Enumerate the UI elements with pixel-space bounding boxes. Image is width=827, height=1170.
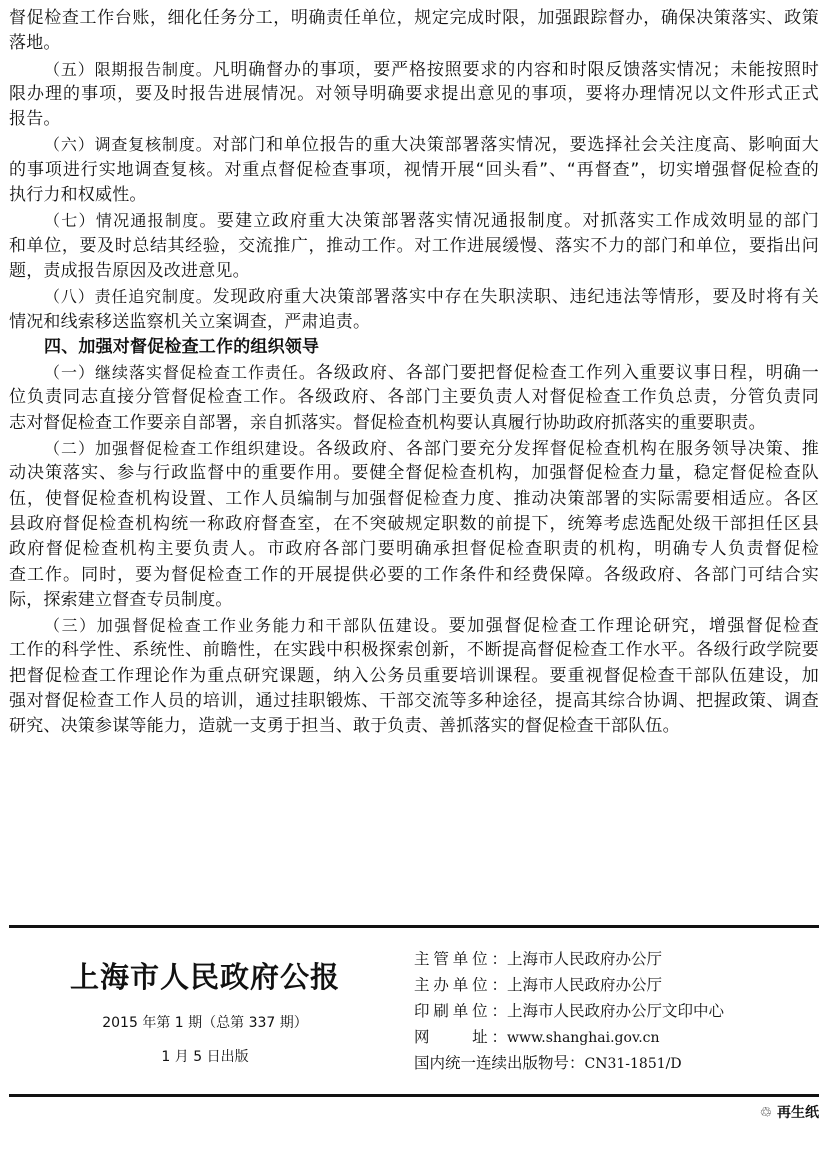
text-line xyxy=(9,638,819,663)
line-text: 限办理的事项，要及时报告进展情况。对领导明确要求提出意见的事项，要将办理情况以文件形式正式 xyxy=(9,83,819,104)
line-text: 四、加强对督促检查工作的组织领导 xyxy=(44,336,320,357)
info-row-sponsor xyxy=(414,972,724,998)
text-line xyxy=(9,588,819,613)
text-line xyxy=(9,259,819,284)
text-line xyxy=(9,714,819,739)
line-text: 要建立政府重大决策部署落实情况通报制度。对抓落实工作成效明显的部门 xyxy=(216,211,819,232)
paragraph xyxy=(9,208,819,284)
masthead xyxy=(60,955,350,1066)
info-value: CN31-1851/D xyxy=(584,1056,682,1072)
text-line xyxy=(9,385,819,410)
text-line xyxy=(9,107,819,132)
text-line xyxy=(9,57,819,82)
text-line xyxy=(9,360,819,385)
paragraph xyxy=(9,613,819,739)
text-line xyxy=(9,183,819,208)
publication-title: 上海市人民政府公报 xyxy=(69,960,340,994)
text-line xyxy=(9,234,819,259)
text-line xyxy=(9,563,819,588)
line-text: 工作的科学性、系统性、前瞻性，在实践中积极探索创新，不断提高督促检查工作水平。各级行政学院要 xyxy=(9,640,819,661)
line-text: 政府督促检查机构主要负责人。市政府各部门要明确承担督促检查职责的机构，明确专人负责督促检 xyxy=(9,539,819,560)
text-line xyxy=(9,31,819,56)
line-text: 情况和线索移送监察机关立案调查，严肃追责。 xyxy=(9,311,371,332)
line-text: 际，探索建立督查专员制度。 xyxy=(9,589,233,610)
text-line xyxy=(9,487,819,512)
line-text: 伍，使督促检查机构设置、工作人员编制与加强督促检查力度、推动决策部署的实际需要相适应。各区 xyxy=(9,488,819,509)
line-text: 查工作。同时，要为督促检查工作的开展提供必要的工作条件和经费保障。各级政府、各部门可结合实 xyxy=(9,564,819,585)
line-text: 报告。 xyxy=(9,109,61,130)
line-text: 强对督促检查工作人员的培训，通过挂职锻炼、干部交流等多种途径，提高其综合协调、把握政策、调查 xyxy=(9,691,819,712)
line-text: 研究、决策参谋等能力，造就一支勇于担当、敢于负责、善抓落实的督促检查干部队伍。 xyxy=(9,716,680,737)
text-line xyxy=(9,310,819,335)
line-text: 志对督促检查工作要亲自部署，亲自抓落实。督促检查机构要认真履行协助政府抓落实的重要职责。 xyxy=(9,412,766,433)
paragraph xyxy=(9,284,819,335)
text-line xyxy=(9,411,819,436)
line-text: 对部门和单位报告的重大决策部署落实情况，要选择社会关注度高、影响面大 xyxy=(212,135,819,156)
publication-info xyxy=(414,946,724,1076)
info-value: 上海市人民政府办公厅文印中心 xyxy=(507,1002,725,1020)
paragraph-lead: （八）责任追究制度。 xyxy=(44,287,213,307)
paragraph-lead: （五）限期报告制度。 xyxy=(44,59,213,79)
paragraph-lead: （七）情况通报制度。 xyxy=(44,211,217,231)
info-label: 主办单位： xyxy=(414,976,507,994)
paragraph-lead: （六）调查复核制度。 xyxy=(44,135,213,155)
line-text: 动决策落实、参与行政监督中的重要作用。要健全督促检查机构，加强督促检查力量，稳定督促检查队 xyxy=(9,463,819,484)
info-row-printer xyxy=(414,998,724,1024)
text-line xyxy=(9,537,819,562)
info-row-serial xyxy=(414,1050,724,1076)
line-text: 凡明确督办的事项，要严格按照要求的内容和时限反馈落实情况；未能按照时 xyxy=(212,59,819,80)
line-text: 要加强督促检查工作理论研究，增强督促检查 xyxy=(448,616,819,637)
text-line xyxy=(9,335,819,360)
paragraph-lead: （二）加强督促检查工作组织建设。 xyxy=(44,439,316,459)
line-text: 把督促检查工作理论作为重点研究课题，纳入公务员重要培训课程。要重视督促检查干部队伍建设，加 xyxy=(9,665,819,686)
section-heading xyxy=(9,335,819,360)
text-line xyxy=(9,436,819,461)
paragraph xyxy=(9,132,819,208)
text-line xyxy=(9,158,819,183)
line-text: 督促检查工作台账，细化任务分工，明确责任单位，规定完成时限，加强跟踪督办，确保决策落实、政策 xyxy=(9,8,819,28)
footer-bottom-rule xyxy=(9,1094,819,1097)
document-body xyxy=(9,6,819,740)
info-value: 上海市人民政府办公厅 xyxy=(507,950,663,968)
recycled-label: 再生纸 xyxy=(777,1105,819,1121)
line-text: 执行力和权威性。 xyxy=(9,185,147,206)
line-text: 题，责成报告原因及改进意见。 xyxy=(9,260,250,281)
line-text: 各级政府、各部门要充分发挥督促检查机构在服务领导决策、推 xyxy=(315,439,819,460)
line-text: 位负责同志直接分管督促检查工作。各级政府、各部门主要负责人对督促检查工作负总责，分管负责同 xyxy=(9,387,819,408)
text-line xyxy=(9,664,819,689)
paragraph-lead: （三）加强督促检查工作业务能力和干部队伍建设。 xyxy=(44,616,449,636)
text-line xyxy=(9,613,819,638)
text-line xyxy=(9,461,819,486)
line-text: 和单位，要及时总结其经验，交流推广，推动工作。对工作进展缓慢、落实不力的部门和单位，要指出问 xyxy=(9,235,819,256)
info-label: 主管单位： xyxy=(414,950,507,968)
line-text: 落地。 xyxy=(9,33,61,54)
publication-date: 1 月 5 日出版 xyxy=(161,1049,249,1065)
line-text: 各级政府、各部门要把督促检查工作列入重要议事日程，明确一 xyxy=(315,363,819,384)
paragraph xyxy=(9,360,819,436)
text-line xyxy=(9,689,819,714)
footer-top-rule xyxy=(9,925,819,928)
text-line xyxy=(9,208,819,233)
info-row-supervisor xyxy=(414,946,724,972)
line-text: 的事项进行实地调查复核。对重点督促检查事项，视情开展“回头看”、“再督查”，切实增强督促检查的 xyxy=(9,159,819,180)
website-link[interactable]: www.shanghai.gov.cn xyxy=(507,1030,660,1046)
line-text: 县政府督促检查机构统一称政府督查室，在不突破规定职数的前提下，统筹考虑选配处级干部担任区县 xyxy=(9,513,819,534)
info-label: 国内统一连续出版物号： xyxy=(414,1054,585,1072)
line-text: 发现政府重大决策部署落实中存在失职渎职、违纪违法等情形，要及时将有关 xyxy=(212,287,819,308)
text-line xyxy=(9,512,819,537)
paragraph xyxy=(9,57,819,133)
paragraph xyxy=(9,436,819,613)
info-value: 上海市人民政府办公厅 xyxy=(507,976,663,994)
text-line xyxy=(9,284,819,309)
info-row-website xyxy=(414,1024,724,1050)
issue-number: 2015 年第 1 期（总第 337 期） xyxy=(102,1015,308,1031)
paragraph-lead: （一）继续落实督促检查工作责任。 xyxy=(44,363,316,383)
text-line xyxy=(9,6,819,31)
text-line xyxy=(9,82,819,107)
info-label: 网 址： xyxy=(414,1028,507,1046)
text-line xyxy=(9,132,819,157)
recycled-paper-mark xyxy=(760,1102,819,1122)
recycle-icon: ♲ xyxy=(759,1105,773,1121)
info-label: 印刷单位： xyxy=(414,1002,507,1020)
paragraph xyxy=(9,6,819,57)
